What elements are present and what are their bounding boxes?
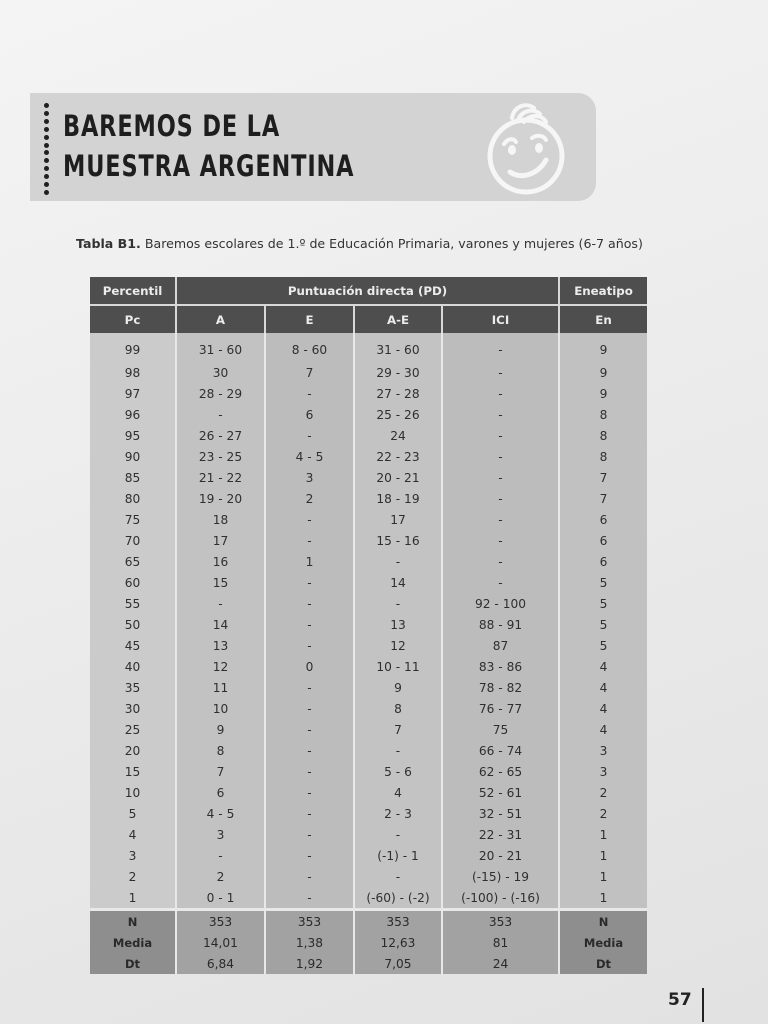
table-cell: 9 [176, 719, 265, 740]
table-cell: - [442, 446, 559, 467]
table-row [90, 362, 647, 383]
footer-cell: 14,01 [176, 932, 265, 953]
table-cell: 30 [176, 362, 265, 383]
table-cell: 2 [176, 866, 265, 887]
table-cell: 8 [559, 446, 647, 467]
table-cell: - [265, 824, 354, 845]
column-header-row [90, 305, 647, 333]
table-row [90, 614, 647, 635]
table-cell: - [354, 593, 442, 614]
table-cell: (-60) - (-2) [354, 887, 442, 910]
table-row [90, 509, 647, 530]
table-cell: - [354, 866, 442, 887]
table-cell: 95 [90, 425, 176, 446]
table-cell: 8 - 60 [265, 333, 354, 362]
table-cell: - [265, 677, 354, 698]
table-cell: 11 [176, 677, 265, 698]
footer-cell: 12,63 [354, 932, 442, 953]
column-header-a-e: A-E [354, 305, 442, 333]
table-cell: - [265, 803, 354, 824]
bullet-dots-decoration [42, 103, 50, 195]
page-number: 57 [668, 990, 692, 1010]
table-cell: - [442, 362, 559, 383]
table-cell: 62 - 65 [442, 761, 559, 782]
footer-label: Dt [90, 953, 176, 974]
footer-cell: 24 [442, 953, 559, 974]
table-cell: 21 - 22 [176, 467, 265, 488]
footer-row [90, 910, 647, 933]
table-row [90, 866, 647, 887]
footer-cell: 353 [354, 910, 442, 933]
table-cell: - [265, 614, 354, 635]
table-cell: 17 [176, 530, 265, 551]
table-cell: 6 [176, 782, 265, 803]
page-number-divider [702, 988, 704, 1022]
table-row [90, 572, 647, 593]
table-cell: 24 [354, 425, 442, 446]
table-row [90, 333, 647, 362]
table-cell: 7 [559, 488, 647, 509]
table-cell: 20 - 21 [354, 467, 442, 488]
footer-label: N [559, 910, 647, 933]
table-cell: 22 - 31 [442, 824, 559, 845]
footer-cell: 6,84 [176, 953, 265, 974]
table-cell: 40 [90, 656, 176, 677]
table-cell: 88 - 91 [442, 614, 559, 635]
table-cell: 1 [559, 824, 647, 845]
table-cell: 10 - 11 [354, 656, 442, 677]
table-cell: 4 - 5 [265, 446, 354, 467]
table-cell: 97 [90, 383, 176, 404]
table-cell: 2 [265, 488, 354, 509]
table-cell: 66 - 74 [442, 740, 559, 761]
column-header-pc: Pc [90, 305, 176, 333]
table-cell: 4 [559, 677, 647, 698]
table-cell: 12 [354, 635, 442, 656]
table-row [90, 383, 647, 404]
table-cell: 76 - 77 [442, 698, 559, 719]
table-row [90, 446, 647, 467]
table-cell: 13 [354, 614, 442, 635]
table-cell: 8 [559, 404, 647, 425]
table-cell: 50 [90, 614, 176, 635]
table-cell: (-1) - 1 [354, 845, 442, 866]
table-cell: 31 - 60 [176, 333, 265, 362]
table-cell: - [442, 333, 559, 362]
table-footer [90, 910, 647, 975]
table-cell: 1 [559, 845, 647, 866]
footer-cell: 7,05 [354, 953, 442, 974]
table-cell: - [442, 509, 559, 530]
footer-label: Media [559, 932, 647, 953]
table-cell: - [442, 488, 559, 509]
table-cell: - [442, 530, 559, 551]
table-cell: 78 - 82 [442, 677, 559, 698]
table-cell: 14 [176, 614, 265, 635]
page-title-line-1: BAREMOS DE LA [63, 109, 281, 143]
table-row [90, 635, 647, 656]
table-cell: 27 - 28 [354, 383, 442, 404]
table-row [90, 698, 647, 719]
table-cell: 6 [559, 509, 647, 530]
table-cell: - [265, 845, 354, 866]
table-cell: 7 [265, 362, 354, 383]
table-row [90, 824, 647, 845]
table-cell: 35 [90, 677, 176, 698]
table-cell: 2 [90, 866, 176, 887]
footer-cell: 1,92 [265, 953, 354, 974]
table-cell: 83 - 86 [442, 656, 559, 677]
table-cell: 5 [559, 635, 647, 656]
footer-cell: 353 [442, 910, 559, 933]
table-row [90, 551, 647, 572]
table-cell: 1 [90, 887, 176, 910]
table-body [90, 333, 647, 910]
table-cell: 55 [90, 593, 176, 614]
table-cell: 30 [90, 698, 176, 719]
table-cell: 90 [90, 446, 176, 467]
table-cell: 10 [176, 698, 265, 719]
table-cell: 32 - 51 [442, 803, 559, 824]
table-cell: 0 - 1 [176, 887, 265, 910]
footer-cell: 353 [265, 910, 354, 933]
table-row [90, 593, 647, 614]
table-cell: 4 [90, 824, 176, 845]
table-caption-text: Baremos escolares de 1.º de Educación Primaria, varones y mujeres (6-7 años) [140, 236, 643, 251]
table-cell: 1 [559, 887, 647, 910]
footer-label: N [90, 910, 176, 933]
table-cell: - [265, 698, 354, 719]
table-cell: (-15) - 19 [442, 866, 559, 887]
table-cell: 15 [90, 761, 176, 782]
table-row [90, 740, 647, 761]
table-cell: - [442, 551, 559, 572]
table-cell: 4 [559, 656, 647, 677]
footer-row [90, 932, 647, 953]
table-cell: 52 - 61 [442, 782, 559, 803]
table-row [90, 488, 647, 509]
table-cell: 9 [559, 383, 647, 404]
table-cell: - [265, 530, 354, 551]
table-cell: 85 [90, 467, 176, 488]
table-cell: 1 [265, 551, 354, 572]
table-row [90, 803, 647, 824]
table-cell: 60 [90, 572, 176, 593]
table-cell: 19 - 20 [176, 488, 265, 509]
column-header-a: A [176, 305, 265, 333]
table-cell: 25 [90, 719, 176, 740]
smiley-icon [482, 100, 574, 196]
table-cell: 22 - 23 [354, 446, 442, 467]
footer-cell: 1,38 [265, 932, 354, 953]
table-cell: - [354, 824, 442, 845]
table-cell: 16 [176, 551, 265, 572]
group-header-row [90, 277, 647, 305]
table-cell: 75 [442, 719, 559, 740]
column-header-e: E [265, 305, 354, 333]
table-cell: 99 [90, 333, 176, 362]
table-cell: 9 [354, 677, 442, 698]
table-cell: 28 - 29 [176, 383, 265, 404]
table-cell: - [265, 740, 354, 761]
table-cell: 7 [354, 719, 442, 740]
table-cell: 65 [90, 551, 176, 572]
table-cell: 29 - 30 [354, 362, 442, 383]
table-cell: 7 [176, 761, 265, 782]
table-cell: 18 [176, 509, 265, 530]
table-cell: 2 [559, 782, 647, 803]
table-cell: 4 [559, 698, 647, 719]
table-cell: - [442, 425, 559, 446]
table-cell: 96 [90, 404, 176, 425]
table-cell: - [176, 404, 265, 425]
table-cell: 5 - 6 [354, 761, 442, 782]
table-cell: 7 [559, 467, 647, 488]
table-cell: 10 [90, 782, 176, 803]
table-cell: 5 [559, 614, 647, 635]
table-cell: 1 [559, 866, 647, 887]
table-cell: 13 [176, 635, 265, 656]
table-cell: 8 [559, 425, 647, 446]
table-cell: - [442, 467, 559, 488]
table-cell: - [354, 551, 442, 572]
table-cell: - [265, 593, 354, 614]
table-row [90, 782, 647, 803]
table-cell: 80 [90, 488, 176, 509]
baremo-table [90, 277, 647, 974]
footer-cell: 353 [176, 910, 265, 933]
table-cell: 2 - 3 [354, 803, 442, 824]
table-cell: 14 [354, 572, 442, 593]
table-row [90, 761, 647, 782]
table-cell: - [265, 572, 354, 593]
table-cell: 3 [559, 761, 647, 782]
table-cell: 3 [559, 740, 647, 761]
footer-label: Dt [559, 953, 647, 974]
table-cell: - [265, 383, 354, 404]
table-cell: 12 [176, 656, 265, 677]
table-cell: - [265, 887, 354, 910]
table-row [90, 404, 647, 425]
footer-cell: 81 [442, 932, 559, 953]
table-cell: 45 [90, 635, 176, 656]
table-row [90, 656, 647, 677]
table-cell: 3 [265, 467, 354, 488]
table-cell: 6 [559, 551, 647, 572]
table-cell: 5 [559, 572, 647, 593]
table-cell: 4 [559, 719, 647, 740]
table-cell: 20 - 21 [442, 845, 559, 866]
table-cell: - [265, 425, 354, 446]
table-row [90, 677, 647, 698]
table-cell: 17 [354, 509, 442, 530]
table-cell: - [442, 404, 559, 425]
table-cell: - [176, 593, 265, 614]
table-cell: - [354, 740, 442, 761]
table-cell: 6 [265, 404, 354, 425]
table-cell: 25 - 26 [354, 404, 442, 425]
table-cell: - [265, 509, 354, 530]
table-cell: 70 [90, 530, 176, 551]
table-cell: 92 - 100 [442, 593, 559, 614]
table-row [90, 887, 647, 910]
table-cell: 15 [176, 572, 265, 593]
table-cell: 3 [176, 824, 265, 845]
table-cell: 26 - 27 [176, 425, 265, 446]
table-cell: 9 [559, 362, 647, 383]
table-cell: 75 [90, 509, 176, 530]
table-cell: 4 [354, 782, 442, 803]
table-cell: 0 [265, 656, 354, 677]
table-cell: (-100) - (-16) [442, 887, 559, 910]
table-cell: - [265, 761, 354, 782]
table-cell: 4 - 5 [176, 803, 265, 824]
table-cell: 5 [90, 803, 176, 824]
table-cell: 15 - 16 [354, 530, 442, 551]
table-row [90, 845, 647, 866]
footer-label: Media [90, 932, 176, 953]
table-cell: - [265, 782, 354, 803]
table-cell: 87 [442, 635, 559, 656]
header-puntuacion-directa: Puntuación directa (PD) [176, 277, 559, 305]
footer-row [90, 953, 647, 974]
table-cell: 20 [90, 740, 176, 761]
table-row [90, 467, 647, 488]
table-cell: - [265, 719, 354, 740]
table-cell: 3 [90, 845, 176, 866]
table-cell: 6 [559, 530, 647, 551]
table-cell: 8 [176, 740, 265, 761]
table-cell: - [265, 866, 354, 887]
header-eneatipo: Eneatipo [559, 277, 647, 305]
table-cell: - [265, 635, 354, 656]
table-row [90, 530, 647, 551]
table-caption [76, 236, 643, 251]
table-cell: 5 [559, 593, 647, 614]
table-cell: 2 [559, 803, 647, 824]
table-caption-label: Tabla B1. [76, 236, 141, 251]
header-percentil: Percentil [90, 277, 176, 305]
table-cell: 8 [354, 698, 442, 719]
table-row [90, 425, 647, 446]
page-title-line-2: MUESTRA ARGENTINA [63, 149, 355, 183]
page-title [63, 106, 354, 186]
table-cell: 9 [559, 333, 647, 362]
table-cell: 31 - 60 [354, 333, 442, 362]
table-cell: - [442, 572, 559, 593]
column-header-ici: ICI [442, 305, 559, 333]
table-cell: - [442, 383, 559, 404]
column-header-en: En [559, 305, 647, 333]
table-cell: 98 [90, 362, 176, 383]
table-row [90, 719, 647, 740]
table-cell: 23 - 25 [176, 446, 265, 467]
table-cell: - [176, 845, 265, 866]
table-cell: 18 - 19 [354, 488, 442, 509]
